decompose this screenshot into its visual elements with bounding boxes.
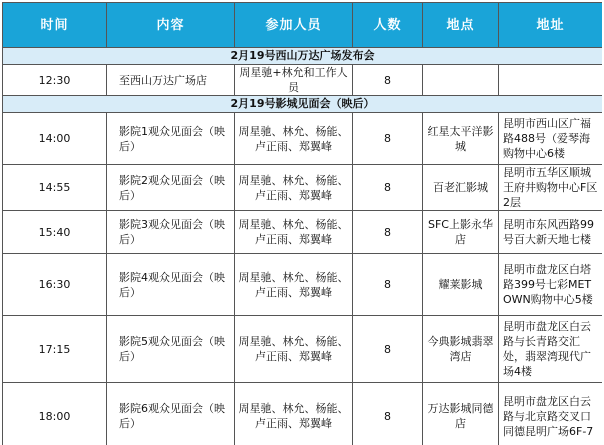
header-row xyxy=(3,3,603,48)
cell-people: 周星驰、林允、杨能、卢正雨、郑翼峰 xyxy=(235,165,353,211)
schedule-sheet xyxy=(2,2,602,445)
header-count: 人数 xyxy=(353,3,423,48)
cell-place: 今典影城翡翠湾店 xyxy=(423,316,499,383)
table-row xyxy=(3,211,603,254)
cell-place: 耀莱影城 xyxy=(423,254,499,316)
cell-time: 17:15 xyxy=(3,316,107,383)
cell-count: 8 xyxy=(353,65,423,96)
cell-content: 影院5观众见面会（映后） xyxy=(107,316,235,383)
cell-address: 昆明市东风西路99号百大新天地七楼 xyxy=(499,211,603,254)
section-title: 2月19号西山万达广场发布会 xyxy=(3,48,603,65)
cell-place: SFC上影永华店 xyxy=(423,211,499,254)
cell-place xyxy=(423,65,499,96)
cell-content: 影院6观众见面会（映后） xyxy=(107,383,235,445)
table-row xyxy=(3,383,603,445)
header-people: 参加人员 xyxy=(235,3,353,48)
table-row xyxy=(3,165,603,211)
cell-time: 14:55 xyxy=(3,165,107,211)
cell-time: 18:00 xyxy=(3,383,107,445)
cell-address: 昆明市五华区顺城王府井购物中心F区2层 xyxy=(499,165,603,211)
cell-time: 12:30 xyxy=(3,65,107,96)
table-row xyxy=(3,316,603,383)
cell-people: 周星驰、林允、杨能、卢正雨、郑翼峰 xyxy=(235,113,353,165)
cell-time: 16:30 xyxy=(3,254,107,316)
section-row-screenings xyxy=(3,96,603,113)
cell-people: 周星驰、林允、杨能、卢正雨、郑翼峰 xyxy=(235,316,353,383)
cell-address xyxy=(499,65,603,96)
cell-people: 周星驰+林允和工作人员 xyxy=(235,65,353,96)
header-time: 时间 xyxy=(3,3,107,48)
cell-count: 8 xyxy=(353,316,423,383)
cell-place: 百老汇影城 xyxy=(423,165,499,211)
table-row xyxy=(3,113,603,165)
cell-count: 8 xyxy=(353,211,423,254)
table-row xyxy=(3,65,603,96)
cell-content: 至西山万达广场店 xyxy=(107,65,235,96)
header-place: 地点 xyxy=(423,3,499,48)
table-row xyxy=(3,254,603,316)
header-content: 内容 xyxy=(107,3,235,48)
section-title: 2月19号影城见面会（映后） xyxy=(3,96,603,113)
cell-address: 昆明市盘龙区白云路与北京路交叉口同德昆明广场6F-7 xyxy=(499,383,603,445)
header-address: 地址 xyxy=(499,3,603,48)
cell-address: 昆明市盘龙区白云路与长青路交汇处，翡翠湾现代广场4楼 xyxy=(499,316,603,383)
cell-count: 8 xyxy=(353,254,423,316)
cell-count: 8 xyxy=(353,113,423,165)
cell-address: 昆明市盘龙区白塔路399号七彩METOWN购物中心5楼 xyxy=(499,254,603,316)
cell-time: 15:40 xyxy=(3,211,107,254)
cell-content: 影院2观众见面会（映后） xyxy=(107,165,235,211)
cell-count: 8 xyxy=(353,165,423,211)
cell-address: 昆明市西山区广福路488号（爱琴海购物中心6楼 xyxy=(499,113,603,165)
cell-place: 红星太平洋影城 xyxy=(423,113,499,165)
schedule-table xyxy=(2,2,602,445)
section-row-launch xyxy=(3,48,603,65)
cell-content: 影院3观众见面会（映后） xyxy=(107,211,235,254)
cell-content: 影院1观众见面会（映后） xyxy=(107,113,235,165)
cell-place: 万达影城同德店 xyxy=(423,383,499,445)
cell-people: 周星驰、林允、杨能、卢正雨、郑翼峰 xyxy=(235,254,353,316)
cell-people: 周星驰、林允、杨能、卢正雨、郑翼峰 xyxy=(235,383,353,445)
cell-people: 周星驰、林允、杨能、卢正雨、郑翼峰 xyxy=(235,211,353,254)
cell-content: 影院4观众见面会（映后） xyxy=(107,254,235,316)
cell-count: 8 xyxy=(353,383,423,445)
cell-time: 14:00 xyxy=(3,113,107,165)
